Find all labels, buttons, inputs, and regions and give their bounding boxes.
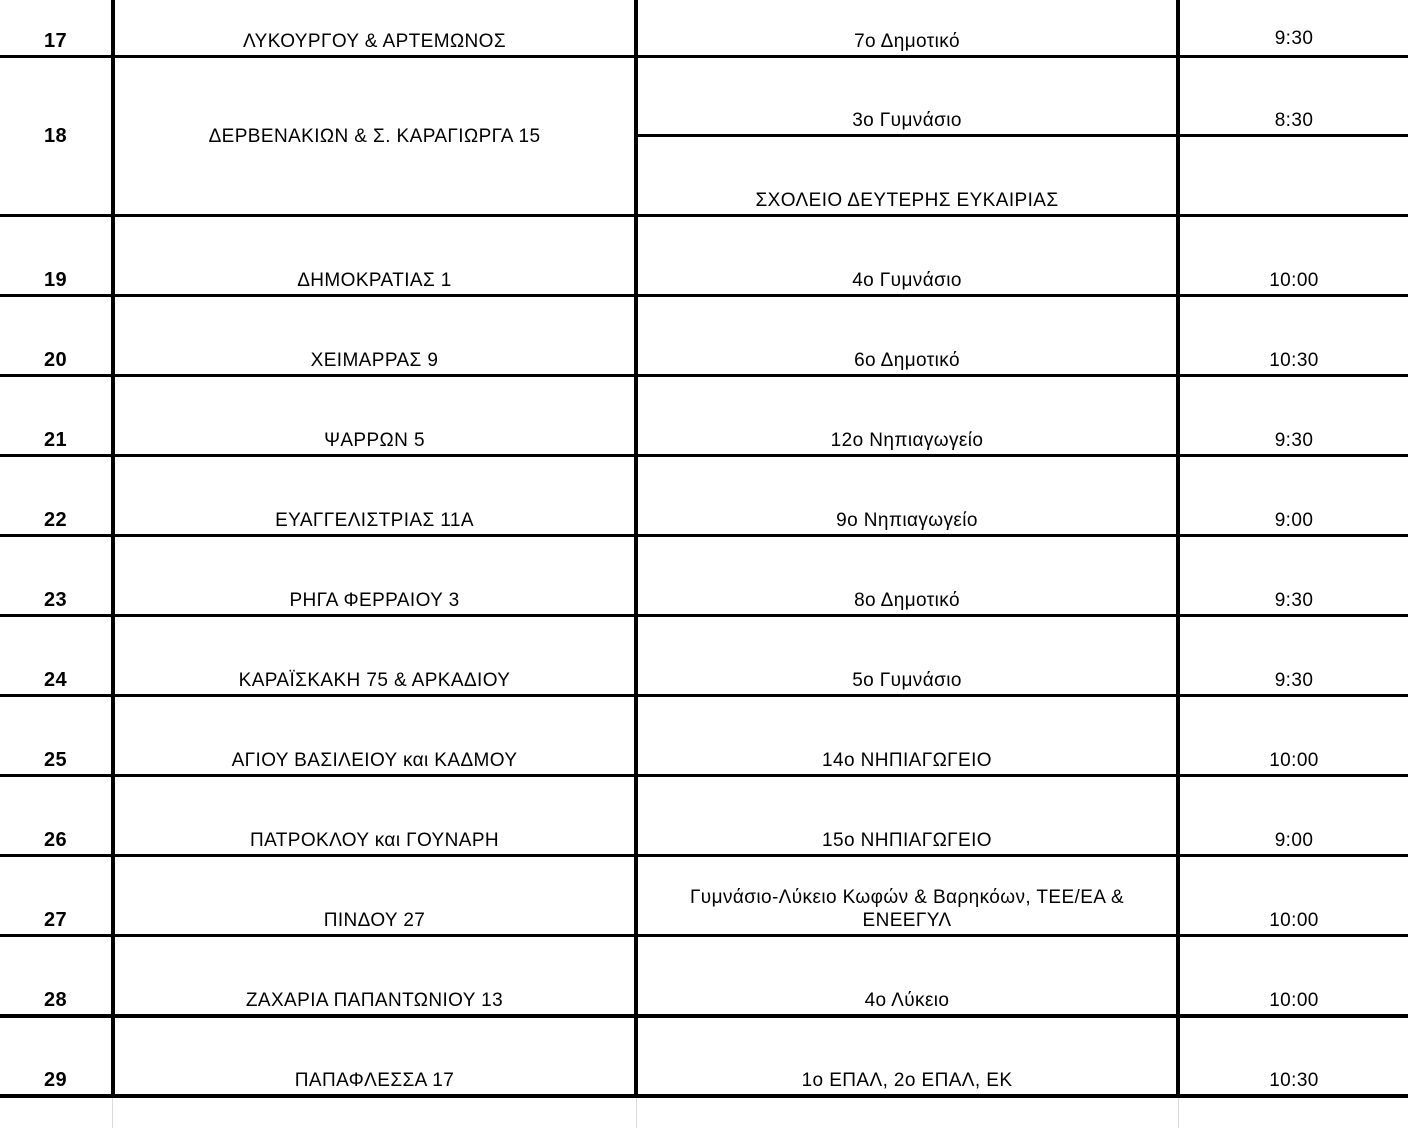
school-cell: 9ο Νηπιαγωγείο xyxy=(836,510,978,531)
school-cell: 4ο Λύκειο xyxy=(864,990,950,1011)
row-number: 28 xyxy=(43,989,68,1011)
empty-row-gridline xyxy=(1178,1098,1179,1128)
row-number: 17 xyxy=(43,30,68,52)
row-number: 23 xyxy=(43,589,68,611)
time-cell: 9:30 xyxy=(1274,590,1314,611)
school-cell: 8ο Δημοτικό xyxy=(854,590,960,611)
address-cell: ΧΕΙΜΑΡΡΑΣ 9 xyxy=(310,350,439,371)
address-cell: ΔΗΜΟΚΡΑΤΙΑΣ 1 xyxy=(297,270,452,291)
empty-row-gridline xyxy=(112,1098,113,1128)
time-cell: 10:00 xyxy=(1269,990,1319,1011)
school-cell: Γυμνάσιο-Λύκειο Κωφών & Βαρηκόων, ΤΕΕ/ΕΑ & ΕΝΕΕΓΥΛ xyxy=(689,887,1125,931)
time-cell: 9:00 xyxy=(1274,510,1314,531)
time-cell: 10:00 xyxy=(1269,270,1319,291)
row-number: 20 xyxy=(43,349,68,371)
row-divider xyxy=(0,1094,1408,1098)
row-number: 26 xyxy=(43,829,68,851)
time-cell: 9:00 xyxy=(1274,830,1314,851)
address-cell: ΕΥΑΓΓΕΛΙΣΤΡΙΑΣ 11Α xyxy=(275,510,474,531)
empty-row-gridline xyxy=(636,1098,637,1128)
row-number: 19 xyxy=(43,269,68,291)
time-cell: 9:30 xyxy=(1274,670,1314,691)
time-cell: 9:30 xyxy=(1274,28,1314,49)
school-cell: 7ο Δημοτικό xyxy=(854,31,960,52)
row-number: 25 xyxy=(43,749,68,771)
row-number: 18 xyxy=(43,124,68,147)
address-cell: ΑΓΙΟΥ ΒΑΣΙΛΕΙΟΥ και ΚΑΔΜΟΥ xyxy=(231,750,518,771)
school-cell: 1ο ΕΠΑΛ, 2ο ΕΠΑΛ, ΕΚ xyxy=(801,1070,1013,1091)
row-number: 24 xyxy=(43,669,68,691)
school-cell: 4ο Γυμνάσιο xyxy=(852,270,962,291)
school-cell: 15ο ΝΗΠΙΑΓΩΓΕΙΟ xyxy=(822,830,992,851)
address-cell: ΠΑΠΑΦΛΕΣΣΑ 17 xyxy=(294,1070,455,1091)
time-cell: 10:30 xyxy=(1269,350,1319,371)
row-number: 29 xyxy=(43,1069,68,1091)
row-number: 22 xyxy=(43,509,68,531)
row-number: 21 xyxy=(43,429,68,451)
time-cell: 10:30 xyxy=(1269,1070,1319,1091)
time-cell xyxy=(1180,137,1408,214)
row-number: 27 xyxy=(43,909,68,931)
school-cell: ΣΧΟΛΕΙΟ ΔΕΥΤΕΡΗΣ ΕΥΚΑΙΡΙΑΣ xyxy=(755,190,1059,211)
time-cell: 8:30 xyxy=(1274,110,1314,131)
address-cell: ΚΑΡΑΪΣΚΑΚΗ 75 & ΑΡΚΑΔΙΟΥ xyxy=(238,670,511,691)
address-cell: ΠΑΤΡΟΚΛΟΥ και ΓΟΥΝΑΡΗ xyxy=(249,830,500,851)
address-cell: ΡΗΓΑ ΦΕΡΡΑΙΟΥ 3 xyxy=(289,590,460,611)
address-cell: ΖΑΧΑΡΙΑ ΠΑΠΑΝΤΩΝΙΟΥ 13 xyxy=(245,990,504,1011)
address-cell: ΨΑΡΡΩΝ 5 xyxy=(324,430,425,451)
school-cell: 14ο ΝΗΠΙΑΓΩΓΕΙΟ xyxy=(822,750,992,771)
school-cell: 5ο Γυμνάσιο xyxy=(852,670,962,691)
address-cell: ΠΙΝΔΟΥ 27 xyxy=(323,910,426,931)
school-cell: 3ο Γυμνάσιο xyxy=(852,110,962,131)
address-cell: ΔΕΡΒΕΝΑΚΙΩΝ & Σ. ΚΑΡΑΓΙΩΡΓΑ 15 xyxy=(208,125,541,147)
address-cell: ΛΥΚΟΥΡΓΟΥ & ΑΡΤΕΜΩΝΟΣ xyxy=(243,31,506,52)
time-cell: 10:00 xyxy=(1269,750,1319,771)
school-cell: 12ο Νηπιαγωγείο xyxy=(830,430,984,451)
time-cell: 10:00 xyxy=(1269,910,1319,931)
time-cell: 9:30 xyxy=(1274,430,1314,451)
school-cell: 6ο Δημοτικό xyxy=(854,350,960,371)
